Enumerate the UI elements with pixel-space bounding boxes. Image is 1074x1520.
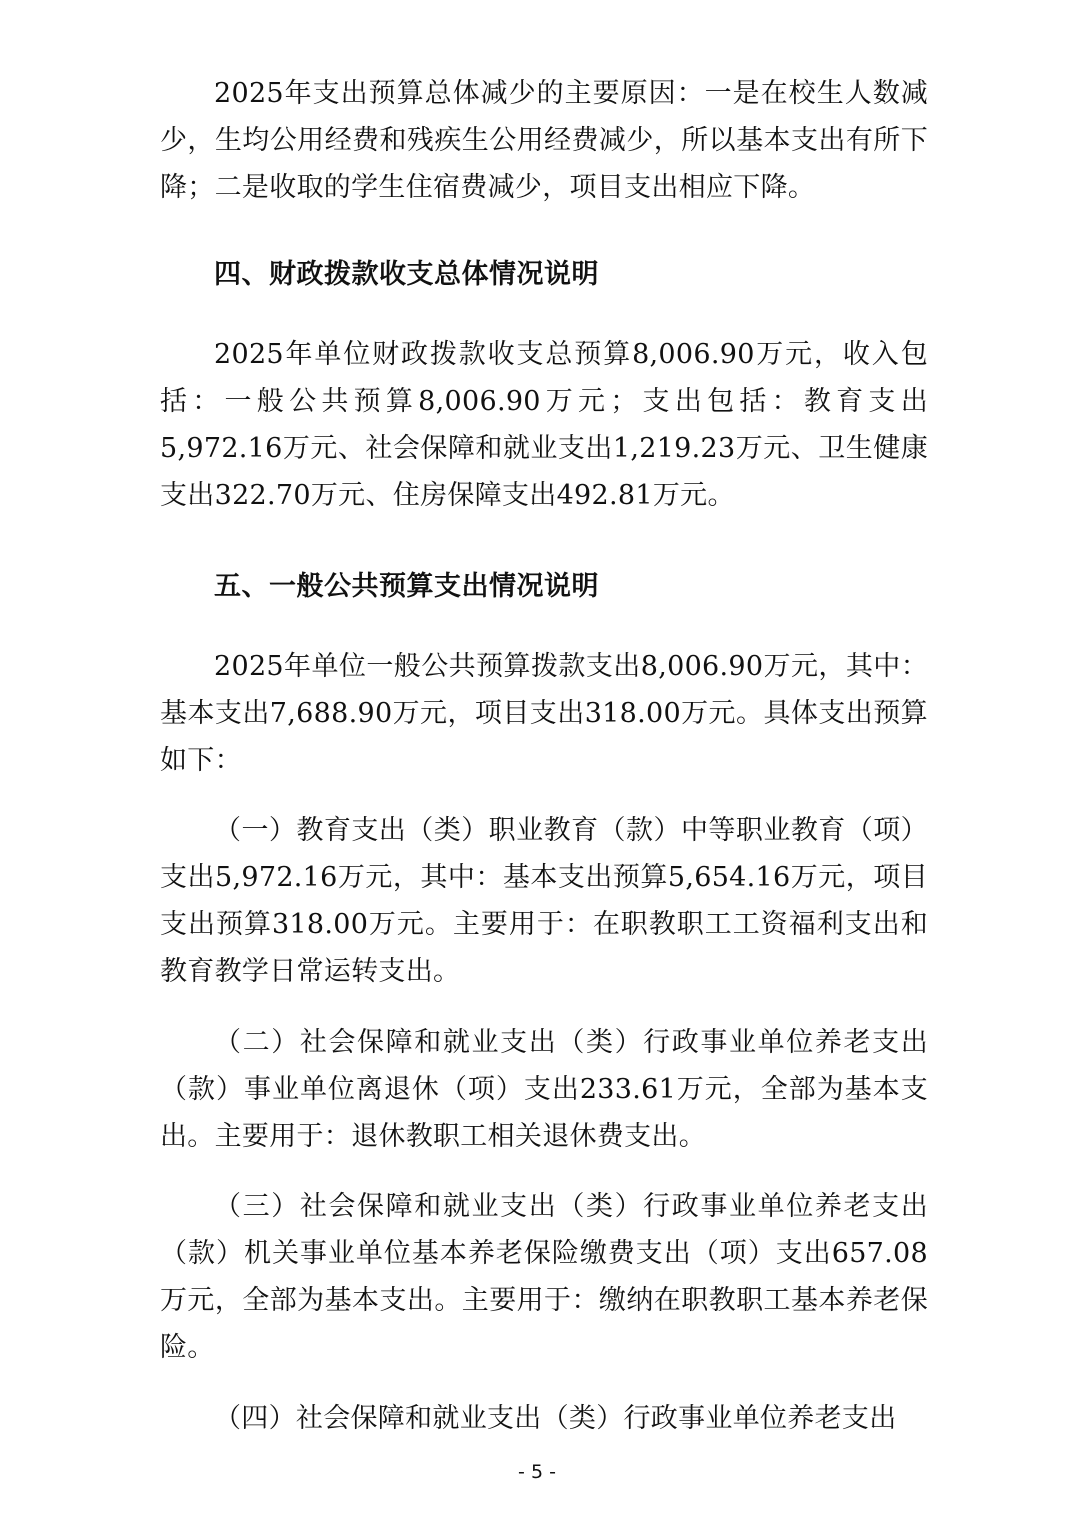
paragraph-item-2-retirement: （二）社会保障和就业支出（类）行政事业单位养老支出（款）事业单位离退休（项）支出233.61万元，全部为基本支出。主要用于：退休教职工相关退休费支出。 (160, 1027, 928, 1152)
paragraph-budget-decrease-reasons: 2025年支出预算总体减少的主要原因：一是在校生人数减少，生均公用经费和残疾生公用经费减少，所以基本支出有所下降；二是收取的学生住宿费减少，项目支出相应下降。 (160, 78, 928, 203)
paragraph-item-3-pension-insurance: （三）社会保障和就业支出（类）行政事业单位养老支出（款）机关事业单位基本养老保险缴费支出（项）支出657.08万元，全部为基本支出。主要用于：缴纳在职教职工基本养老保险。 (160, 1191, 928, 1363)
paragraph-general-budget-expenditure: 2025年单位一般公共预算拨款支出8,006.90万元，其中：基本支出7,688.90万元，项目支出318.00万元。具体支出预算如下： (160, 651, 928, 776)
section-heading-4: 四、财政拨款收支总体情况说明 (214, 259, 599, 290)
section-heading-5: 五、一般公共预算支出情况说明 (214, 571, 599, 602)
paragraph-fiscal-appropriation-overview: 2025年单位财政拨款收支总预算8,006.90万元，收入包括：一般公共预算8,006.90万元；支出包括：教育支出5,972.16万元、社会保障和就业支出1,219.23万元、卫生健康支出322.70万元、住房保障支出492.81万元。 (160, 339, 928, 511)
paragraph-item-4-partial: （四）社会保障和就业支出（类）行政事业单位养老支出 (214, 1403, 897, 1434)
paragraph-item-1-education: （一）教育支出（类）职业教育（款）中等职业教育（项）支出5,972.16万元，其中：基本支出预算5,654.16万元，项目支出预算318.00万元。主要用于：在职教职工工资福利支出和教育教学日常运转支出。 (160, 815, 928, 987)
page-number: - 5 - (518, 1461, 556, 1483)
